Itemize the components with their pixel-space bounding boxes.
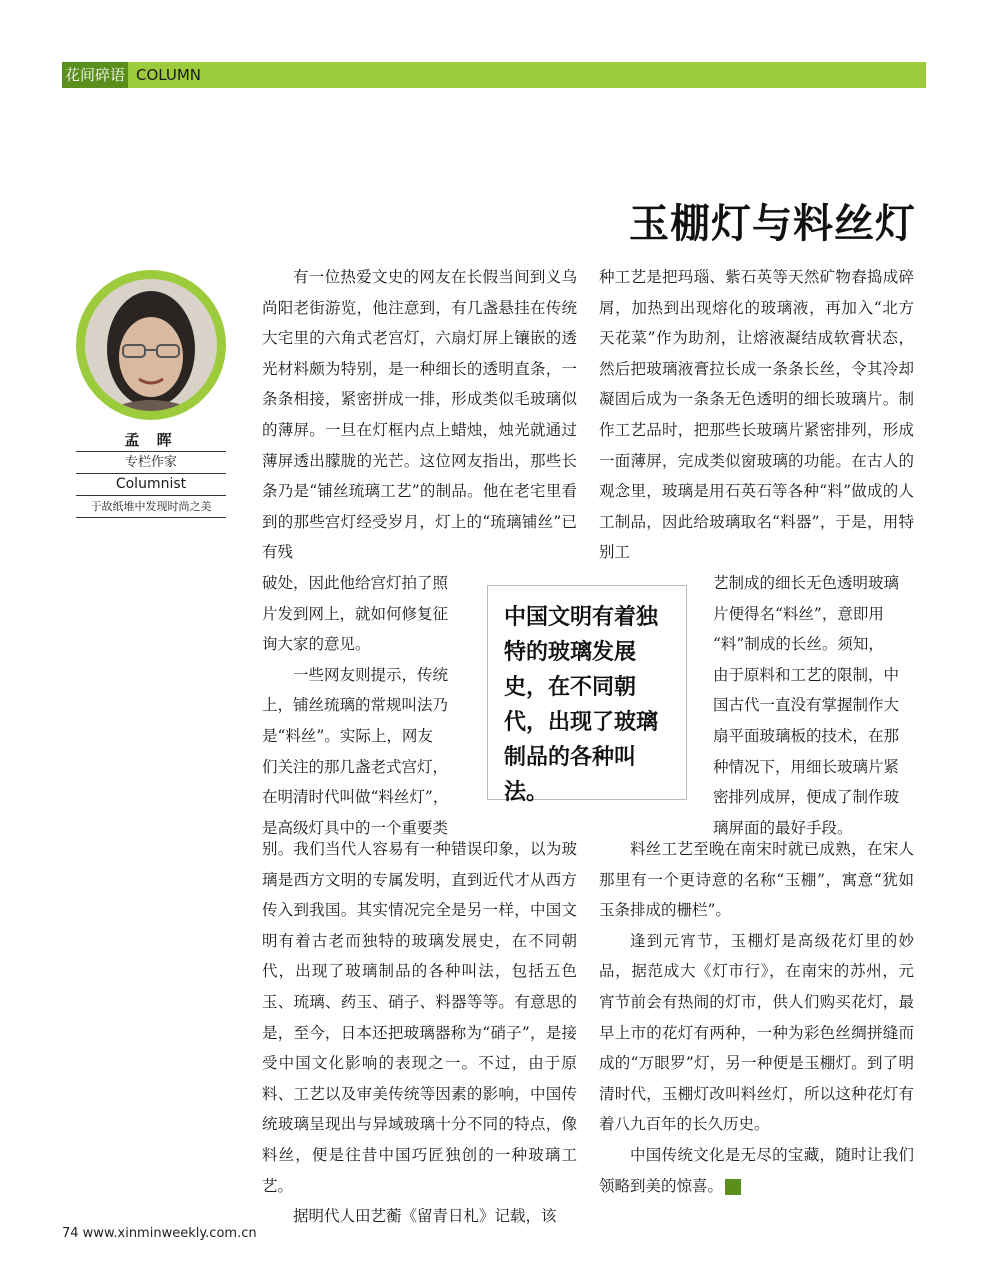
right-column-narrow	[713, 568, 913, 843]
text-line: 破处，因此他给宫灯拍了照	[262, 574, 449, 592]
author-byline	[76, 430, 226, 518]
closing-text: 中国传统文化是无尽的宝藏，随时让我们领略到美的惊喜。	[599, 1145, 914, 1195]
text-line: 们关注的那几盏老式宫灯，	[262, 757, 449, 776]
page-footer: 74 www.xinminweekly.com.cn	[62, 1226, 257, 1241]
text-line: 一些网友则提示，传统	[293, 665, 449, 684]
text-line: “料”制成的长丝。须知，	[713, 635, 884, 654]
author-avatar	[76, 270, 226, 420]
paragraph: 别。我们当代人容易有一种错误印象，以为玻璃是西方文明的专属发明，直到近代才从西方传入到我国。其实情况完全是另一样，中国文明有着古老而独特的玻璃发展史，在不同朝代，出现了玻璃制品的各种叫法，包括五色玉、琉璃、药玉、硝子、料器等等。有意思的是，至今，日本还把玻璃器称为“硝子”，是接受中国文化影响的表现之一。不过，由于原料、工艺以及审美传统等因素的影响，中国传统玻璃呈现出与异域玻璃十分不同的特点，像料丝，便是往昔中国巧匠独创的一种玻璃工艺。	[262, 840, 577, 1195]
left-column-narrow	[262, 568, 477, 843]
paragraph: 有一位热爱文史的网友在长假当间到义乌尚阳老街游览，他注意到，有几盏悬挂在传统大宅里的六角式老宫灯，六扇灯屏上镶嵌的透光材料颇为特别，是一种细长的透明直条，一条条相接，紧密拼成一排，形成类似毛玻璃似的薄屏。一旦在灯框内点上蜡烛，烛光就通过薄屏透出朦胧的光芒。这位网友指出，那些长条乃是“铺丝琉璃工艺”的制品。他在老宅里看到的那些宫灯经受岁月，灯上的“琉璃铺丝”已有残	[262, 268, 577, 562]
text-line: 璃屏面的最好手段。	[713, 818, 853, 837]
author-name: 孟 晖	[76, 430, 226, 452]
column-bar	[62, 62, 926, 88]
article-title: 玉棚灯与料丝灯	[629, 200, 916, 247]
right-column-bottom	[599, 834, 914, 1201]
text-line: 种情况下，用细长玻璃片紧	[713, 757, 900, 776]
text-line: 密排列成屏，便成了制作玻	[713, 788, 900, 807]
paragraph: 逢到元宵节，玉棚灯是高级花灯里的妙品，据范成大《灯市行》，在南宋的苏州，元宵节前会有热闹的灯市，供人们购买花灯，最早上市的花灯有两种，一种为彩色丝绸拼缝而成的“万眼罗”灯，另一种便是玉棚灯。到了明清时代，玉棚灯改叫料丝灯，所以这种花灯有着八九百年的长久历史。	[599, 931, 914, 1134]
pull-quote: 中国文明有着独特的玻璃发展史，在不同朝代，出现了玻璃制品的各种叫法。	[487, 585, 687, 800]
right-column-top	[599, 262, 914, 568]
author-role: 专栏作家	[76, 452, 226, 474]
column-label-cn: 花间碎语	[62, 62, 128, 88]
text-line: 在明清时代叫做“料丝灯”，	[262, 788, 449, 807]
paragraph: 据明代人田艺蘅《留青日札》记载，该	[293, 1207, 557, 1226]
text-line: 是“料丝”。实际上，网友	[262, 726, 433, 745]
text-line: 片便得名“料丝”，意即用	[713, 604, 884, 623]
author-photo	[85, 279, 217, 411]
paragraph: 种工艺是把玛瑙、紫石英等天然矿物舂捣成碎屑，加热到出现熔化的玻璃液，再加入“北方天花菜”作为助剂，让熔液凝结成软膏状态，然后把玻璃液膏拉长成一条条长丝，令其冷却凝固后成为一条条无色透明的细长玻璃片。制作工艺品时，把那些长玻璃片紧密排列，形成一面薄屏，完成类似窗玻璃的功能。在古人的观念里，玻璃是用石英石等各种“料”做成的人工制品，因此给玻璃取名“料器”，于是，用特别工	[599, 268, 914, 562]
left-column-bottom	[262, 834, 577, 1232]
author-role-en: Columnist	[76, 474, 226, 496]
column-label-en: COLUMN	[136, 66, 202, 84]
text-line: 上，铺丝琉璃的常规叫法乃	[262, 696, 449, 715]
paragraph	[599, 1140, 914, 1201]
end-mark-icon: 民	[725, 1179, 741, 1195]
left-column-top	[262, 262, 577, 568]
text-line: 是高级灯具中的一个重要类	[262, 818, 449, 837]
text-line: 扇平面玻璃板的技术，在那	[713, 726, 900, 745]
text-line: 国古代一直没有掌握制作大	[713, 696, 900, 715]
text-line: 片发到网上，就如何修复征	[262, 604, 449, 623]
text-line: 艺制成的细长无色透明玻璃	[713, 574, 900, 592]
text-line: 询大家的意见。	[262, 635, 371, 654]
author-slogan: 于故纸堆中发现时尚之美	[76, 496, 226, 518]
text-line: 由于原料和工艺的限制，中	[713, 665, 900, 684]
paragraph: 料丝工艺至晚在南宋时就已成熟，在宋人那里有一个更诗意的名称“玉棚”，寓意“犹如玉条排成的栅栏”。	[599, 840, 914, 920]
